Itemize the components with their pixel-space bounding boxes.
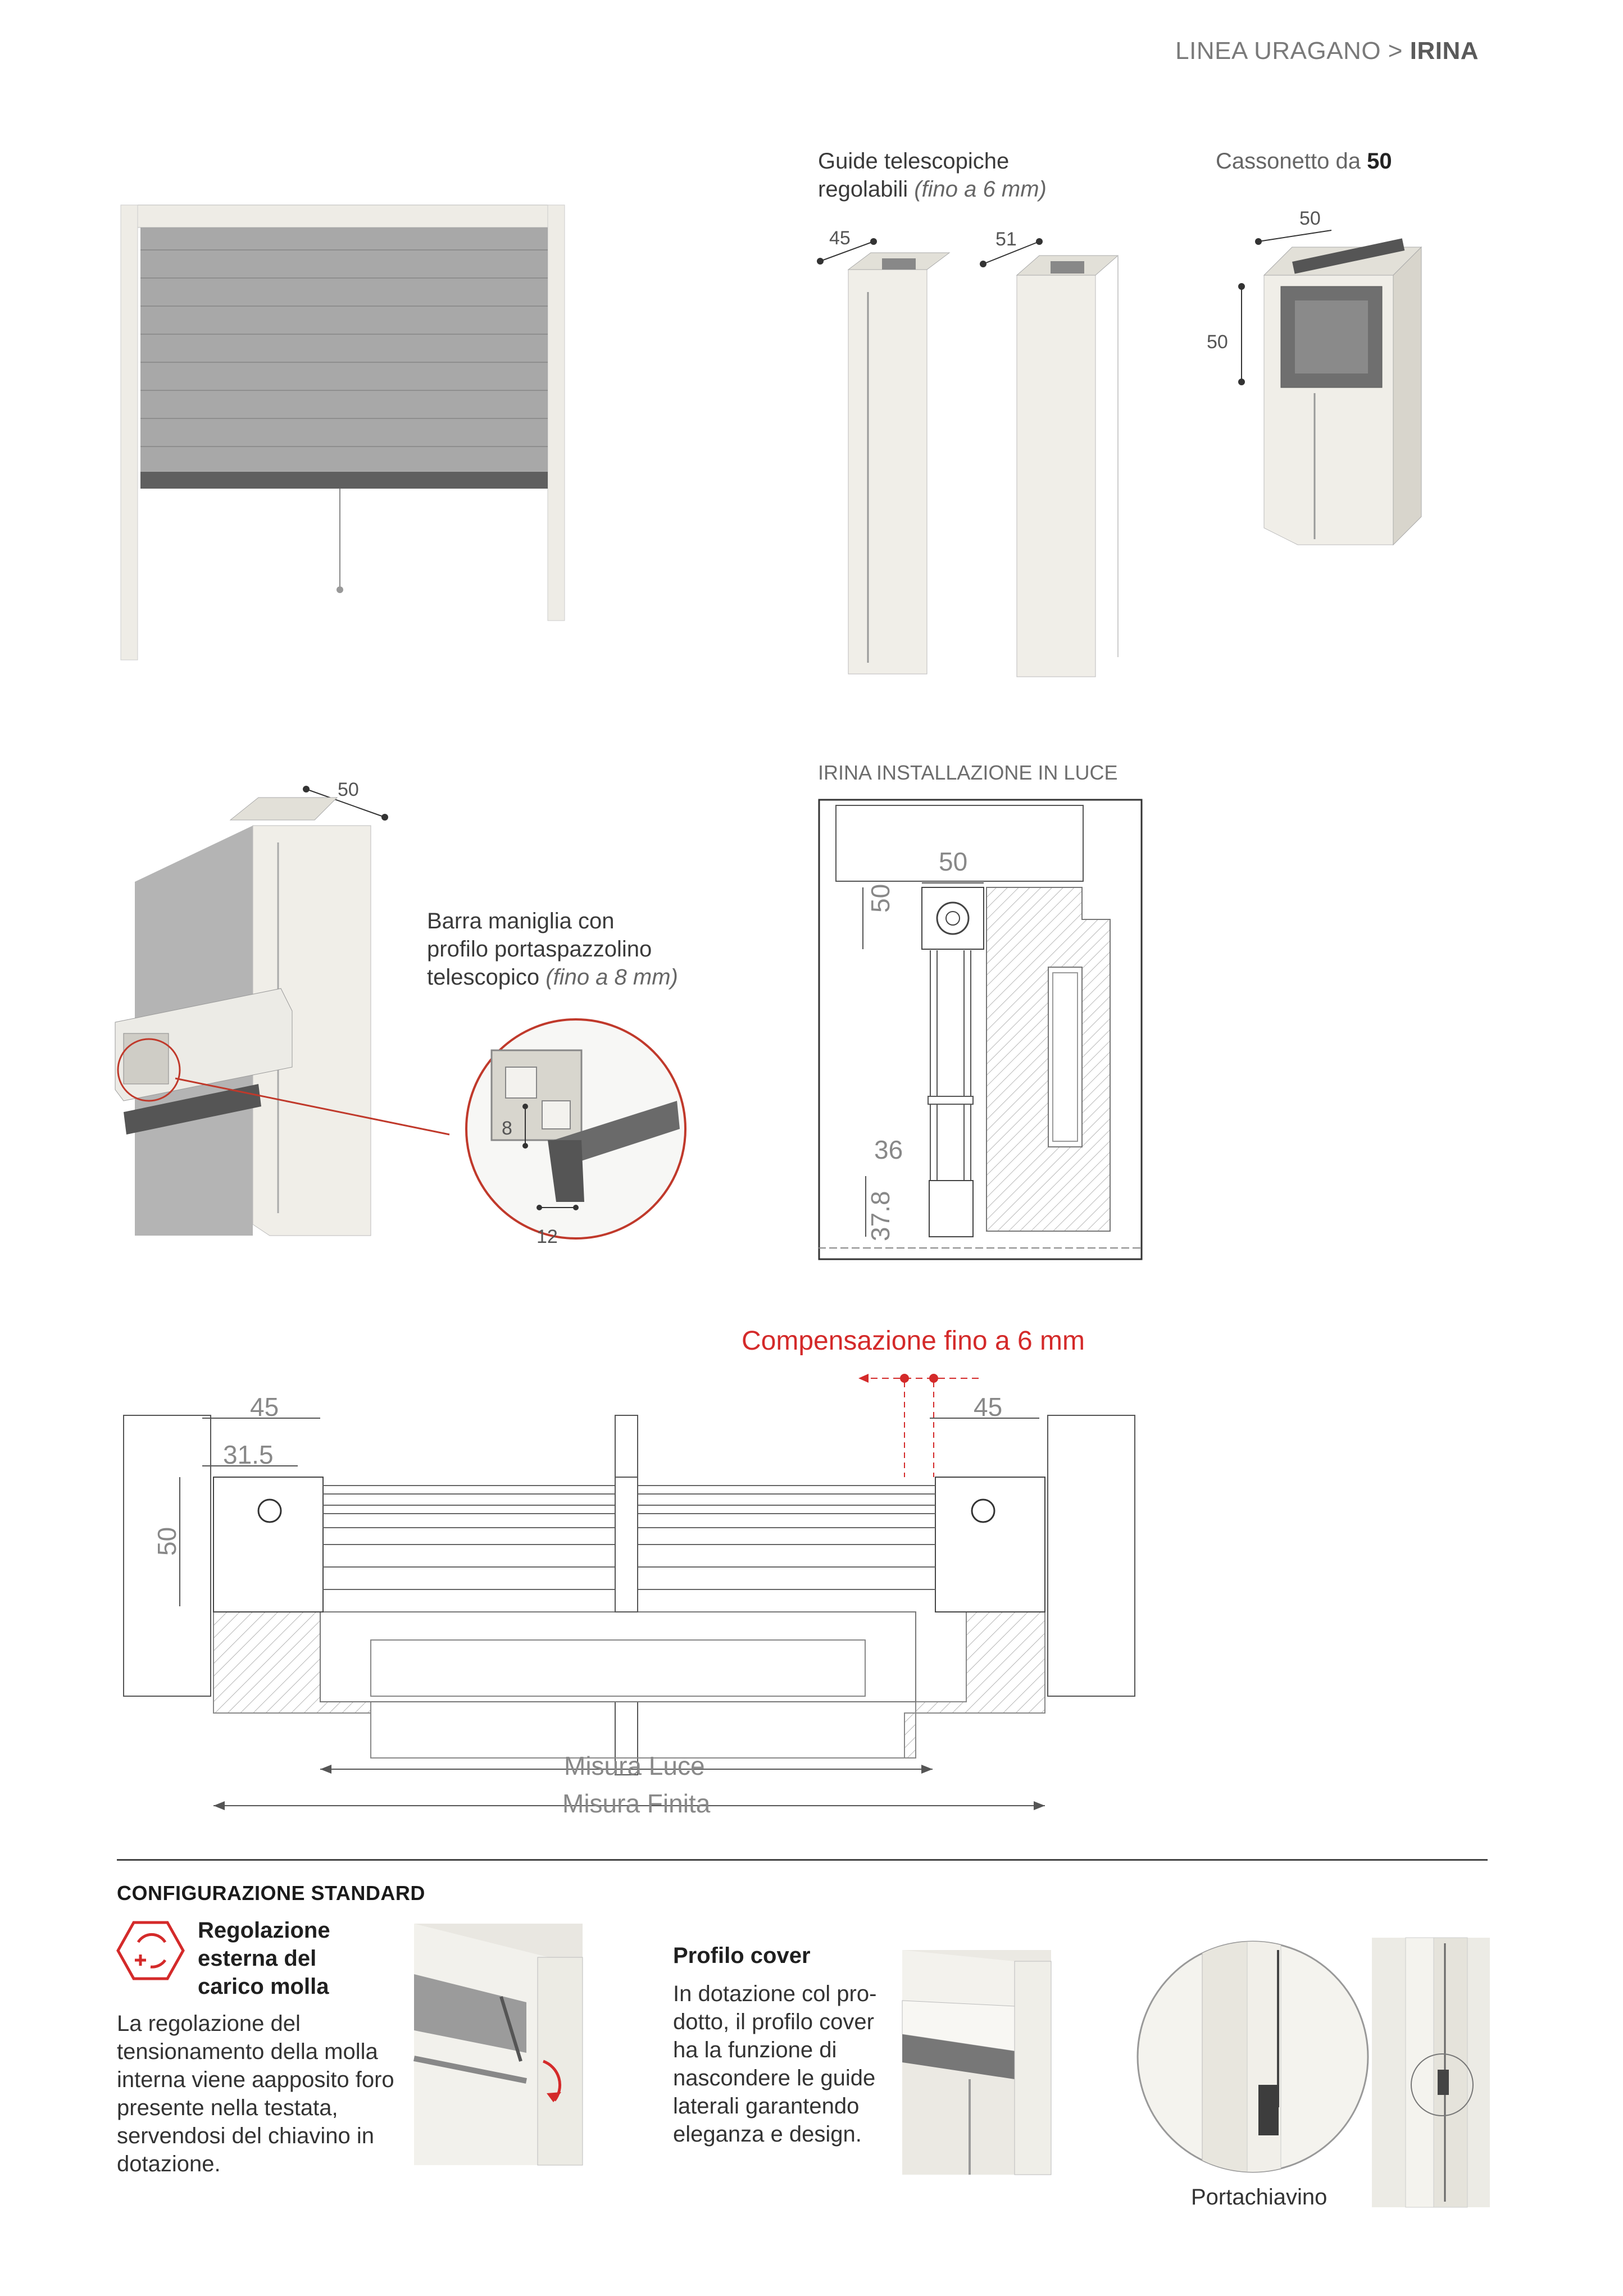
breadcrumb-series: LINEA URAGANO > — [1175, 37, 1403, 65]
cassonetto-image — [1230, 225, 1444, 550]
spring-title-line2: esterna del — [198, 1946, 317, 1971]
breadcrumb-model: IRINA — [1410, 37, 1479, 65]
handle-caption-line1: Barra maniglia con — [427, 909, 615, 933]
handle-dim-12: 12 — [537, 1226, 558, 1247]
spring-title — [198, 1916, 330, 2001]
installation-dim-h: 50 — [866, 883, 895, 913]
config-title: CONFIGURAZIONE STANDARD — [117, 1882, 425, 1905]
handle-caption-line2: profilo portaspazzolino — [427, 937, 652, 962]
handle-caption — [427, 907, 678, 991]
product-render-image — [115, 194, 576, 660]
key-caption: Portachiavino — [1191, 2185, 1328, 2210]
installation-dim-w: 50 — [939, 847, 968, 876]
plan-dim-right-45: 45 — [974, 1392, 1003, 1422]
plan-dim-left-45: 45 — [250, 1392, 279, 1422]
profile-cover-image — [902, 1950, 1051, 2175]
misura-luce-label: Misura Luce — [564, 1751, 705, 1780]
plan-dim-50: 50 — [152, 1527, 181, 1556]
spring-title-line1: Regolazione — [198, 1918, 330, 1943]
handle-bar-image — [112, 786, 404, 1236]
cassonetto-dim-h: 50 — [1207, 331, 1228, 353]
compensation-label: Compensazione fino a 6 mm — [742, 1326, 1085, 1356]
misura-finita-label: Misura Finita — [562, 1789, 711, 1818]
installation-dim-36: 36 — [874, 1135, 903, 1164]
telescopic-guides-image — [815, 236, 1140, 680]
guide-dim-51: 51 — [995, 229, 1017, 250]
cover-text: In dotazione col pro-dotto, il profilo cover ha la funzione di nascondere le guide laterali garantendo eleganza e design. — [673, 1981, 877, 2147]
spring-adjust-icon — [117, 1920, 184, 1981]
spring-text: La regolazione del tensionamento della molla interna viene aapposito foro presente nella testata, servendosi del chiavino in dotazione. — [117, 2011, 394, 2176]
guides-caption-line1: Guide telescopiche — [818, 149, 1010, 174]
handle-caption-line3: telescopico — [427, 965, 540, 990]
handle-caption-italic: (fino a 8 mm) — [545, 965, 678, 990]
key-holder-image — [1372, 1938, 1490, 2207]
installation-title: IRINA INSTALLAZIONE IN LUCE — [818, 761, 1118, 784]
guide-dim-45: 45 — [829, 227, 851, 249]
installation-dim-378: 37.8 — [866, 1191, 895, 1241]
cover-title: Profilo cover — [673, 1943, 811, 1968]
guides-caption — [818, 147, 1047, 203]
cassonetto-dim-w: 50 — [1299, 208, 1321, 229]
plan-dim-315: 31.5 — [223, 1440, 274, 1469]
handle-dim-50: 50 — [338, 779, 359, 800]
guides-caption-line2: regolabili — [818, 177, 908, 202]
guides-caption-italic: (fino a 6 mm) — [914, 177, 1047, 202]
spring-adjust-image — [414, 1924, 583, 2165]
cassonetto-caption — [1216, 147, 1392, 175]
spring-title-line3: carico molla — [198, 1974, 329, 1999]
handle-detail-zoom-image — [463, 1017, 688, 1241]
cassonetto-caption-text: Cassonetto da — [1216, 149, 1361, 174]
breadcrumb — [1175, 37, 1479, 65]
cassonetto-size: 50 — [1367, 149, 1392, 174]
section-divider — [117, 1859, 1488, 1861]
handle-dim-8: 8 — [502, 1118, 512, 1139]
key-holder-zoom-image — [1135, 1939, 1371, 2175]
